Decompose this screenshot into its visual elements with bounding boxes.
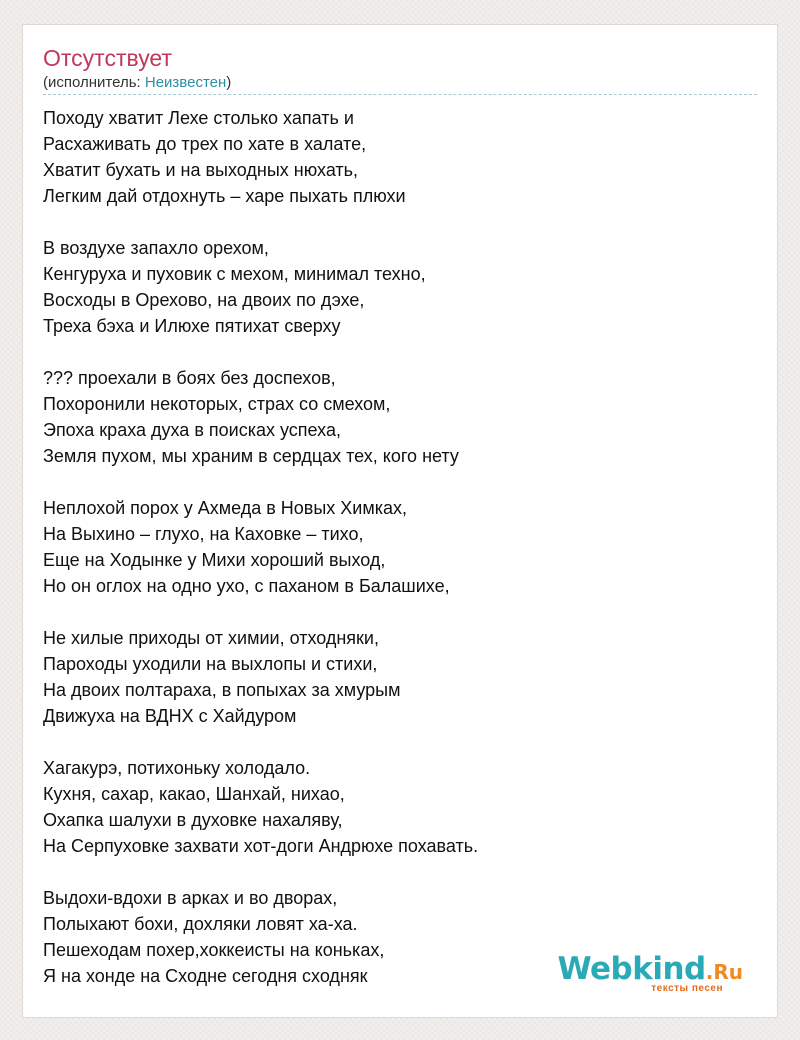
logo-tagline: тексты песен bbox=[651, 983, 723, 994]
lyric-line: Но он оглох на одно ухо, с паханом в Балашихе, bbox=[43, 576, 450, 596]
webkind-logo[interactable] bbox=[553, 951, 743, 995]
lyric-line: Движуха на ВДНХ с Хайдуром bbox=[43, 706, 297, 726]
lyrics-body bbox=[43, 105, 757, 1015]
lyric-line: На двоих полтараха, в попыхах за хмурым bbox=[43, 680, 401, 700]
lyric-line: Земля пухом, мы храним в сердцах тех, кого нету bbox=[43, 446, 459, 466]
lyric-line: Я на хонде на Сходне сегодня сходняк bbox=[43, 966, 368, 986]
lyric-line: Кенгуруха и пуховик с мехом, минимал техно, bbox=[43, 264, 426, 284]
dashed-divider bbox=[43, 94, 757, 95]
lyric-line: Эпоха краха духа в поисках успеха, bbox=[43, 420, 341, 440]
lyric-line: Полыхают бохи, дохляки ловят ха-ха. bbox=[43, 914, 358, 934]
lyric-line: Расхаживать до трех по хате в халате, bbox=[43, 134, 367, 154]
stanza bbox=[43, 365, 757, 469]
lyric-line: В воздухе запахло орехом, bbox=[43, 238, 269, 258]
artist-suffix: ) bbox=[226, 74, 232, 91]
lyric-line: Выдохи-вдохи в арках и во дворах, bbox=[43, 888, 338, 908]
lyric-line: ??? проехали в боях без доспехов, bbox=[43, 368, 336, 388]
stanza bbox=[43, 235, 757, 339]
lyric-line: Пешеходам похер,хоккеисты на коньках, bbox=[43, 940, 385, 960]
lyric-line: Не хилые приходы от химии, отходняки, bbox=[43, 628, 379, 648]
lyric-line: Похоронили некоторых, страх со смехом, bbox=[43, 394, 391, 414]
song-title: Отсутствует bbox=[43, 45, 172, 71]
logo-tld: .Ru bbox=[705, 960, 743, 984]
lyric-line: На Серпуховке захвати хот-доги Андрюхе похавать. bbox=[43, 836, 479, 856]
lyric-line: На Выхино – глухо, на Каховке – тихо, bbox=[43, 524, 364, 544]
lyric-line: Хватит бухать и на выходных нюхать, bbox=[43, 160, 359, 180]
artist-prefix: (исполнитель: bbox=[43, 74, 145, 91]
lyric-line: Легким дай отдохнуть – харе пыхать плюхи bbox=[43, 186, 406, 206]
lyric-line: Неплохой порох у Ахмеда в Новых Химках, bbox=[43, 498, 408, 518]
stanza bbox=[43, 495, 757, 599]
artist-line bbox=[43, 73, 231, 93]
lyric-line: Походу хватит Лехе столько хапать и bbox=[43, 108, 354, 128]
lyric-line: Хагакурэ, потихоньку холодало. bbox=[43, 758, 311, 778]
lyric-line: Восходы в Орехово, на двоих по дэхе, bbox=[43, 290, 365, 310]
stanza bbox=[43, 625, 757, 729]
lyric-line: Охапка шалухи в духовке нахаляву, bbox=[43, 810, 343, 830]
artist-link[interactable]: Неизвестен bbox=[144, 74, 227, 91]
lyric-line: Кухня, сахар, какао, Шанхай, нихао, bbox=[43, 784, 345, 804]
stanza bbox=[43, 755, 757, 859]
stanza bbox=[43, 105, 757, 209]
lyrics-card bbox=[22, 24, 778, 1018]
logo-word: Webkind bbox=[557, 951, 706, 987]
lyric-line: Пароходы уходили на выхлопы и стихи, bbox=[43, 654, 378, 674]
lyric-line: Еще на Ходынке у Михи хороший выход, bbox=[43, 550, 386, 570]
lyric-line: Треха бэха и Илюхе пятихат сверху bbox=[43, 316, 341, 336]
